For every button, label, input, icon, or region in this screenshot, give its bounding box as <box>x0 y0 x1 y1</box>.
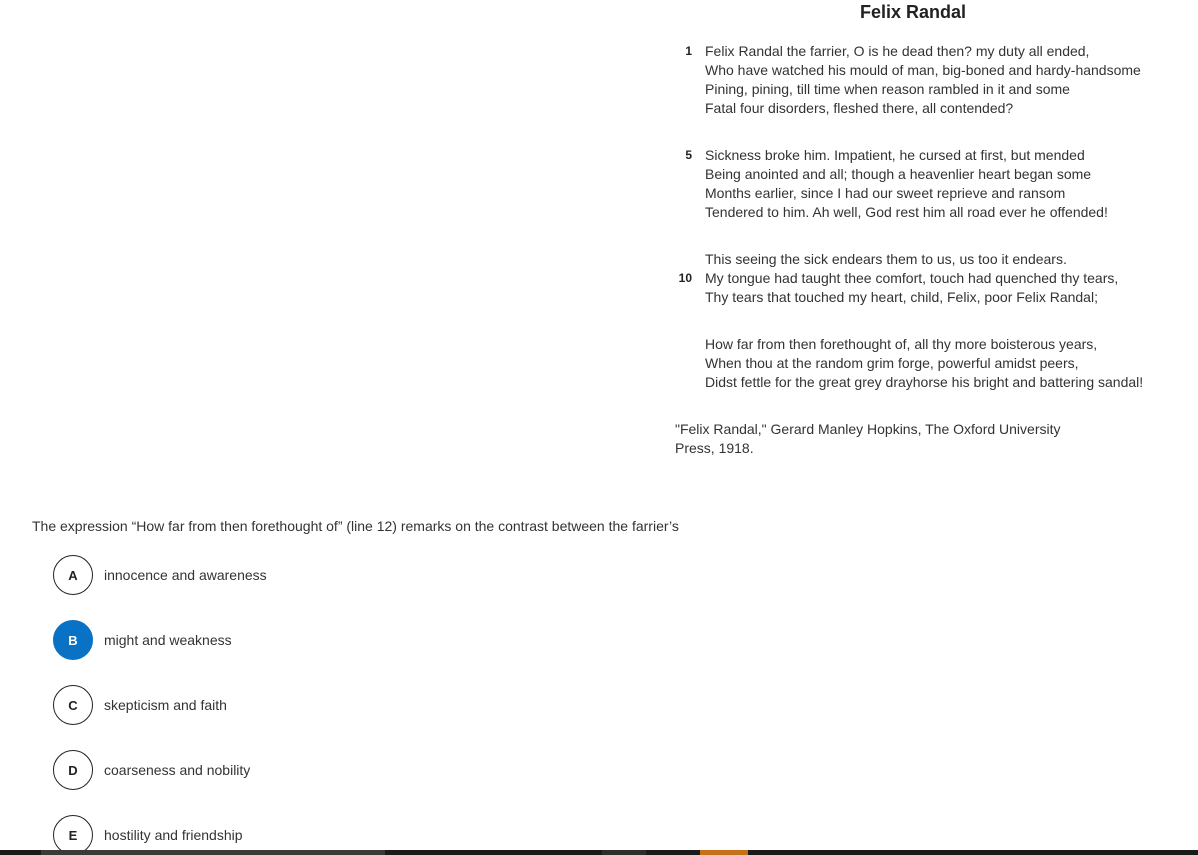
line-text: When thou at the random grim forge, powerful amidst peers, <box>705 355 1079 371</box>
line-text: Sickness broke him. Impatient, he cursed at first, but mended <box>705 147 1085 163</box>
line-text: This seeing the sick endears them to us, us too it endears. <box>705 251 1067 267</box>
choice-label[interactable]: hostility and friendship <box>104 827 243 843</box>
line-text: Thy tears that touched my heart, child, Felix, poor Felix Randal; <box>705 289 1098 305</box>
line-text: Pining, pining, till time when reason rambled in it and some <box>705 81 1070 97</box>
line-text: Didst fettle for the great grey drayhorse his bright and battering sandal! <box>705 374 1144 390</box>
poem-title: Felix Randal <box>860 2 967 22</box>
line-text: Tendered to him. Ah well, God rest him all road ever he offended! <box>705 204 1108 220</box>
taskbar-item-active[interactable] <box>700 850 748 855</box>
question-stem: The expression “How far from then forethought of” (line 12) remarks on the contrast between the farrier’s <box>32 518 679 534</box>
choice-letter-badge[interactable]: A <box>53 555 93 595</box>
choice-letter-badge[interactable]: C <box>53 685 93 725</box>
choice-letter-badge-selected[interactable]: B <box>53 620 93 660</box>
answer-choice-b[interactable] <box>53 620 232 660</box>
answer-choice-a[interactable] <box>53 555 267 595</box>
line-number: 10 <box>678 271 692 285</box>
line-text: Being anointed and all; though a heavenlier heart began some <box>705 166 1092 182</box>
line-text: Months earlier, since I had our sweet reprieve and ransom <box>705 185 1066 201</box>
line-text: Felix Randal the farrier, O is he dead then? my duty all ended, <box>705 43 1090 59</box>
poem-citation: "Felix Randal," Gerard Manley Hopkins, The Oxford University Press, 1918. <box>675 421 1061 456</box>
choice-label[interactable]: might and weakness <box>104 632 232 648</box>
answer-choice-e[interactable] <box>53 815 243 855</box>
line-number: 5 <box>685 148 692 162</box>
line-text: How far from then forethought of, all thy more boisterous years, <box>705 336 1098 352</box>
line-text: My tongue had taught thee comfort, touch had quenched thy tears, <box>705 270 1119 286</box>
choice-label[interactable]: coarseness and nobility <box>104 762 251 778</box>
answer-choice-d[interactable] <box>53 750 250 790</box>
choice-label[interactable]: skepticism and faith <box>104 697 227 713</box>
choice-letter-badge[interactable]: E <box>53 815 93 855</box>
line-text: Who have watched his mould of man, big-boned and hardy-handsome <box>705 62 1141 78</box>
taskbar-item[interactable] <box>602 850 646 855</box>
answer-choice-c[interactable] <box>53 685 227 725</box>
taskbar-item[interactable] <box>41 850 385 855</box>
line-number: 1 <box>685 44 692 58</box>
choice-letter-badge[interactable]: D <box>53 750 93 790</box>
taskbar <box>0 850 1198 855</box>
line-text: Fatal four disorders, fleshed there, all contended? <box>705 100 1014 116</box>
choice-label[interactable]: innocence and awareness <box>104 567 267 583</box>
